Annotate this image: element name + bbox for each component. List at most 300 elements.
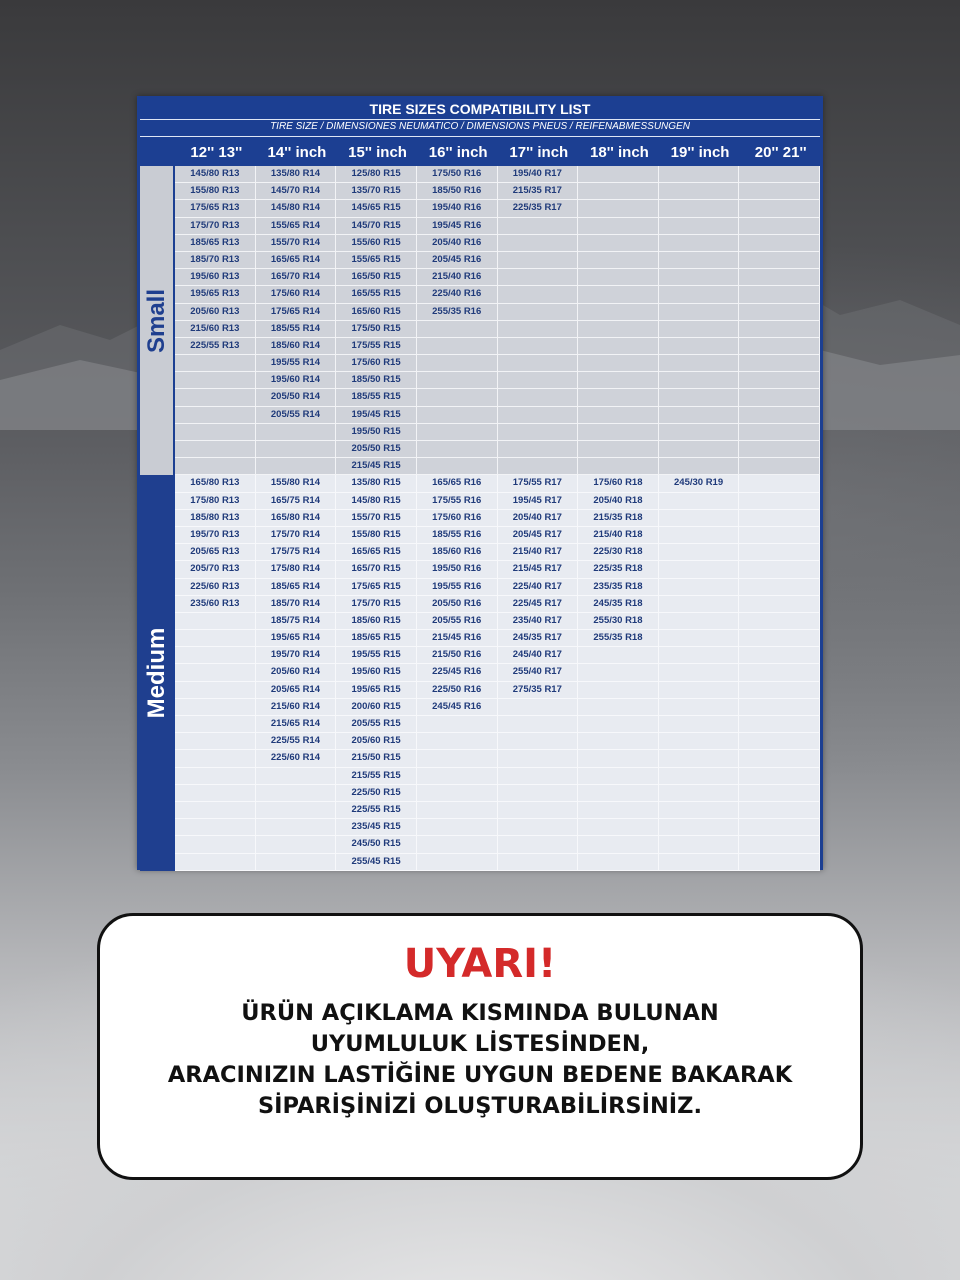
size-cell: 235/35 R18 (578, 579, 659, 596)
size-cell (739, 716, 820, 733)
size-cell (417, 458, 498, 475)
section-small-label: Small (142, 288, 170, 353)
size-cell (739, 286, 820, 303)
size-cell: 175/70 R15 (336, 596, 417, 613)
size-cell (417, 785, 498, 802)
size-cell: 215/60 R14 (256, 699, 337, 716)
size-cell (256, 819, 337, 836)
size-cell (417, 768, 498, 785)
size-cell: 185/75 R14 (256, 613, 337, 630)
size-cell (417, 321, 498, 338)
size-cell: 205/45 R16 (417, 252, 498, 269)
size-cell: 195/45 R15 (336, 407, 417, 424)
size-cell: 155/80 R14 (256, 475, 337, 492)
size-cell: 175/80 R14 (256, 561, 337, 578)
size-cell (498, 235, 579, 252)
size-cell: 245/45 R16 (417, 699, 498, 716)
size-cell: 205/65 R14 (256, 682, 337, 699)
header-16: 16'' inch (428, 144, 488, 161)
compatibility-table (137, 96, 823, 870)
size-cell (578, 407, 659, 424)
section-small (140, 166, 820, 475)
size-cell (175, 699, 256, 716)
size-cell (578, 286, 659, 303)
size-cell: 205/50 R16 (417, 596, 498, 613)
size-cell: 155/70 R15 (336, 510, 417, 527)
size-cell (659, 441, 740, 458)
size-cell: 215/40 R16 (417, 269, 498, 286)
size-cell: 185/70 R13 (175, 252, 256, 269)
size-cell (659, 768, 740, 785)
size-cell: 215/35 R18 (578, 510, 659, 527)
size-column (175, 475, 256, 870)
size-column (498, 475, 579, 870)
warning-title: UYARI! (403, 941, 557, 987)
size-cell (417, 733, 498, 750)
size-cell: 185/50 R15 (336, 372, 417, 389)
medium-size-grid (175, 475, 820, 870)
size-cell (739, 321, 820, 338)
size-cell (659, 338, 740, 355)
size-cell: 195/50 R15 (336, 424, 417, 441)
size-cell: 185/60 R15 (336, 613, 417, 630)
size-cell (578, 854, 659, 871)
size-cell (739, 819, 820, 836)
size-cell: 225/35 R18 (578, 561, 659, 578)
size-cell (256, 424, 337, 441)
size-cell (659, 613, 740, 630)
size-cell: 165/50 R15 (336, 269, 417, 286)
size-cell: 195/60 R15 (336, 664, 417, 681)
size-cell (739, 699, 820, 716)
size-cell: 165/80 R13 (175, 475, 256, 492)
size-cell: 195/55 R14 (256, 355, 337, 372)
size-cell (578, 716, 659, 733)
size-cell (175, 819, 256, 836)
size-cell (578, 338, 659, 355)
size-cell (498, 854, 579, 871)
size-cell (578, 441, 659, 458)
size-cell (417, 424, 498, 441)
size-cell: 195/40 R17 (498, 166, 579, 183)
size-cell: 185/65 R14 (256, 579, 337, 596)
size-cell: 155/60 R15 (336, 235, 417, 252)
size-cell: 205/40 R16 (417, 235, 498, 252)
warning-message (100, 998, 860, 1122)
size-cell (256, 441, 337, 458)
size-cell: 255/45 R15 (336, 854, 417, 871)
size-cell (498, 372, 579, 389)
size-cell (578, 183, 659, 200)
size-cell: 175/55 R15 (336, 338, 417, 355)
size-cell (498, 836, 579, 853)
size-cell (739, 183, 820, 200)
size-cell (739, 750, 820, 767)
size-cell: 175/60 R14 (256, 286, 337, 303)
size-cell (417, 389, 498, 406)
size-cell: 205/45 R17 (498, 527, 579, 544)
size-cell: 175/75 R14 (256, 544, 337, 561)
size-cell: 185/55 R16 (417, 527, 498, 544)
size-column (739, 475, 820, 870)
size-cell (659, 854, 740, 871)
size-cell: 205/55 R16 (417, 613, 498, 630)
size-column (256, 166, 337, 475)
size-cell: 165/65 R15 (336, 544, 417, 561)
size-cell (578, 269, 659, 286)
size-cell (739, 458, 820, 475)
size-cell (578, 768, 659, 785)
size-cell (578, 200, 659, 217)
size-cell: 135/70 R15 (336, 183, 417, 200)
size-column (256, 475, 337, 870)
size-cell: 245/40 R17 (498, 647, 579, 664)
size-cell: 145/70 R15 (336, 218, 417, 235)
size-cell: 185/65 R15 (336, 630, 417, 647)
size-cell: 195/60 R13 (175, 269, 256, 286)
size-cell: 175/70 R13 (175, 218, 256, 235)
size-cell: 205/65 R13 (175, 544, 256, 561)
size-cell: 175/60 R18 (578, 475, 659, 492)
size-cell: 175/55 R16 (417, 493, 498, 510)
size-cell (659, 785, 740, 802)
size-cell (659, 802, 740, 819)
size-cell (498, 269, 579, 286)
size-cell: 165/65 R16 (417, 475, 498, 492)
size-cell: 245/35 R17 (498, 630, 579, 647)
size-cell (739, 235, 820, 252)
size-cell (256, 785, 337, 802)
size-cell: 195/65 R14 (256, 630, 337, 647)
size-cell (739, 166, 820, 183)
size-cell (256, 836, 337, 853)
size-cell (659, 183, 740, 200)
size-cell: 205/55 R14 (256, 407, 337, 424)
size-cell: 175/65 R13 (175, 200, 256, 217)
size-cell (739, 389, 820, 406)
size-cell (578, 819, 659, 836)
size-cell: 155/80 R13 (175, 183, 256, 200)
size-cell: 185/55 R15 (336, 389, 417, 406)
size-cell: 225/40 R17 (498, 579, 579, 596)
warning-line-2: UYUMLULUK LİSTESİNDEN, (310, 1031, 650, 1057)
size-cell (417, 750, 498, 767)
size-cell: 195/70 R13 (175, 527, 256, 544)
size-cell (659, 819, 740, 836)
size-cell: 255/40 R17 (498, 664, 579, 681)
size-cell: 205/70 R13 (175, 561, 256, 578)
size-cell (739, 424, 820, 441)
size-cell: 235/45 R15 (336, 819, 417, 836)
size-cell (659, 458, 740, 475)
size-cell (659, 579, 740, 596)
size-cell: 185/60 R16 (417, 544, 498, 561)
section-medium-label: Medium (142, 627, 170, 719)
size-cell (578, 733, 659, 750)
size-column (578, 475, 659, 870)
table-title: TIRE SIZES COMPATIBILITY LIST (369, 101, 591, 117)
size-cell (175, 441, 256, 458)
size-cell (498, 338, 579, 355)
size-cell (498, 321, 579, 338)
size-cell: 165/80 R14 (256, 510, 337, 527)
size-cell (578, 355, 659, 372)
size-column (417, 475, 498, 870)
size-cell (739, 441, 820, 458)
size-cell: 175/50 R16 (417, 166, 498, 183)
size-cell: 175/60 R16 (417, 510, 498, 527)
size-cell (739, 218, 820, 235)
size-cell (739, 475, 820, 492)
warning-line-4: SİPARİŞİNİZİ OLUŞTURABİLİRSİNİZ. (257, 1093, 703, 1119)
size-cell (739, 510, 820, 527)
size-cell: 135/80 R14 (256, 166, 337, 183)
size-cell (659, 372, 740, 389)
size-cell (659, 544, 740, 561)
size-cell (498, 716, 579, 733)
size-cell: 165/70 R14 (256, 269, 337, 286)
warning-box (97, 913, 863, 1180)
size-cell (417, 716, 498, 733)
size-cell: 205/50 R15 (336, 441, 417, 458)
size-cell (739, 338, 820, 355)
size-cell (659, 389, 740, 406)
size-cell (175, 647, 256, 664)
size-cell: 155/65 R15 (336, 252, 417, 269)
size-cell: 225/40 R16 (417, 286, 498, 303)
size-cell: 175/65 R14 (256, 304, 337, 321)
size-cell (659, 269, 740, 286)
size-cell: 155/65 R14 (256, 218, 337, 235)
size-cell (498, 407, 579, 424)
size-column (659, 166, 740, 475)
size-cell (498, 286, 579, 303)
size-cell: 225/50 R16 (417, 682, 498, 699)
size-column (175, 166, 256, 475)
size-cell (739, 561, 820, 578)
size-cell: 175/60 R15 (336, 355, 417, 372)
size-cell (175, 664, 256, 681)
size-cell: 225/60 R13 (175, 579, 256, 596)
size-cell (659, 235, 740, 252)
size-cell (498, 304, 579, 321)
size-cell (739, 785, 820, 802)
size-cell: 245/35 R18 (578, 596, 659, 613)
size-cell: 145/80 R15 (336, 493, 417, 510)
size-cell: 225/50 R15 (336, 785, 417, 802)
header-14: 14'' inch (267, 144, 327, 161)
size-cell: 195/65 R13 (175, 286, 256, 303)
size-cell (659, 304, 740, 321)
size-cell: 195/45 R16 (417, 218, 498, 235)
size-cell (659, 407, 740, 424)
size-cell (659, 836, 740, 853)
size-column (498, 166, 579, 475)
size-column (739, 166, 820, 475)
size-cell (659, 716, 740, 733)
size-cell (739, 355, 820, 372)
size-cell (739, 372, 820, 389)
size-cell (417, 819, 498, 836)
size-cell (739, 407, 820, 424)
size-cell (659, 682, 740, 699)
size-cell (659, 630, 740, 647)
size-cell: 245/50 R15 (336, 836, 417, 853)
size-cell: 205/55 R15 (336, 716, 417, 733)
size-cell (739, 854, 820, 871)
size-cell: 255/35 R18 (578, 630, 659, 647)
size-cell (417, 338, 498, 355)
size-cell (659, 252, 740, 269)
size-cell (739, 252, 820, 269)
size-cell: 215/45 R16 (417, 630, 498, 647)
header-20-21: 20'' 21'' (754, 144, 807, 161)
size-cell (417, 836, 498, 853)
size-cell: 195/65 R15 (336, 682, 417, 699)
size-cell: 225/60 R14 (256, 750, 337, 767)
size-cell: 195/45 R17 (498, 493, 579, 510)
size-cell: 215/50 R16 (417, 647, 498, 664)
section-label-medium (140, 475, 175, 870)
size-cell (175, 854, 256, 871)
size-cell (498, 355, 579, 372)
size-cell (659, 527, 740, 544)
size-cell: 195/70 R14 (256, 647, 337, 664)
size-cell: 225/30 R18 (578, 544, 659, 561)
size-cell: 215/65 R14 (256, 716, 337, 733)
size-cell (175, 836, 256, 853)
size-cell: 175/50 R15 (336, 321, 417, 338)
size-cell: 165/60 R15 (336, 304, 417, 321)
size-cell: 215/35 R17 (498, 183, 579, 200)
size-cell (739, 544, 820, 561)
size-cell (175, 372, 256, 389)
header-19: 19'' inch (670, 144, 730, 161)
size-cell (498, 785, 579, 802)
size-cell (659, 699, 740, 716)
size-cell: 205/40 R18 (578, 493, 659, 510)
size-cell: 215/60 R13 (175, 321, 256, 338)
size-cell: 255/35 R16 (417, 304, 498, 321)
size-cell (739, 647, 820, 664)
size-cell: 165/55 R15 (336, 286, 417, 303)
header-15: 15'' inch (348, 144, 407, 161)
size-cell: 135/80 R15 (336, 475, 417, 492)
size-cell (175, 768, 256, 785)
size-cell (739, 613, 820, 630)
size-cell (498, 389, 579, 406)
size-cell: 145/80 R13 (175, 166, 256, 183)
size-cell (498, 802, 579, 819)
size-cell (578, 235, 659, 252)
size-cell (498, 252, 579, 269)
size-cell (498, 441, 579, 458)
header-18: 18'' inch (590, 144, 649, 161)
size-column (336, 475, 417, 870)
size-cell (498, 750, 579, 767)
small-size-grid (175, 166, 820, 475)
size-cell: 175/80 R13 (175, 493, 256, 510)
size-cell: 185/55 R14 (256, 321, 337, 338)
size-cell (417, 441, 498, 458)
size-cell (175, 407, 256, 424)
size-cell (175, 630, 256, 647)
size-cell (659, 733, 740, 750)
size-cell: 195/60 R14 (256, 372, 337, 389)
size-cell (578, 321, 659, 338)
size-cell (498, 699, 579, 716)
size-cell (498, 819, 579, 836)
size-cell (659, 424, 740, 441)
size-cell: 275/35 R17 (498, 682, 579, 699)
size-cell: 245/30 R19 (659, 475, 740, 492)
size-cell: 155/80 R15 (336, 527, 417, 544)
size-cell: 200/60 R15 (336, 699, 417, 716)
table-subtitle: TIRE SIZE / DIMENSIONES NEUMATICO / DIMENSIONS PNEUS / REIFENABMESSUNGEN (140, 119, 820, 137)
size-cell (256, 802, 337, 819)
size-cell (175, 682, 256, 699)
size-cell (659, 510, 740, 527)
size-cell (739, 664, 820, 681)
size-cell: 195/55 R16 (417, 579, 498, 596)
size-cell: 185/60 R14 (256, 338, 337, 355)
size-cell (739, 527, 820, 544)
size-cell (659, 200, 740, 217)
size-cell (739, 802, 820, 819)
table-header-row (140, 140, 820, 166)
size-cell: 195/55 R15 (336, 647, 417, 664)
size-cell (175, 750, 256, 767)
size-cell (417, 854, 498, 871)
size-cell: 195/40 R16 (417, 200, 498, 217)
size-cell: 145/70 R14 (256, 183, 337, 200)
section-label-small (140, 166, 175, 475)
size-cell (578, 252, 659, 269)
size-cell (739, 200, 820, 217)
size-cell (659, 286, 740, 303)
size-cell (659, 750, 740, 767)
size-cell (659, 596, 740, 613)
size-cell (739, 682, 820, 699)
size-cell (739, 269, 820, 286)
size-cell (175, 458, 256, 475)
size-cell (578, 424, 659, 441)
size-cell (175, 733, 256, 750)
size-cell (578, 682, 659, 699)
size-cell (417, 372, 498, 389)
size-cell: 175/70 R14 (256, 527, 337, 544)
size-cell (175, 802, 256, 819)
size-cell (659, 166, 740, 183)
size-cell (659, 321, 740, 338)
size-cell: 205/60 R14 (256, 664, 337, 681)
size-cell: 215/40 R17 (498, 544, 579, 561)
size-cell: 145/65 R15 (336, 200, 417, 217)
size-cell (175, 389, 256, 406)
size-cell: 175/55 R17 (498, 475, 579, 492)
size-cell (175, 716, 256, 733)
size-cell (417, 355, 498, 372)
size-cell: 185/65 R13 (175, 235, 256, 252)
size-cell (578, 647, 659, 664)
size-cell: 225/45 R16 (417, 664, 498, 681)
header-12-13: 12'' 13'' (190, 144, 243, 161)
size-cell (498, 218, 579, 235)
size-cell (578, 802, 659, 819)
size-cell: 225/55 R15 (336, 802, 417, 819)
size-cell: 215/40 R18 (578, 527, 659, 544)
size-cell: 225/45 R17 (498, 596, 579, 613)
